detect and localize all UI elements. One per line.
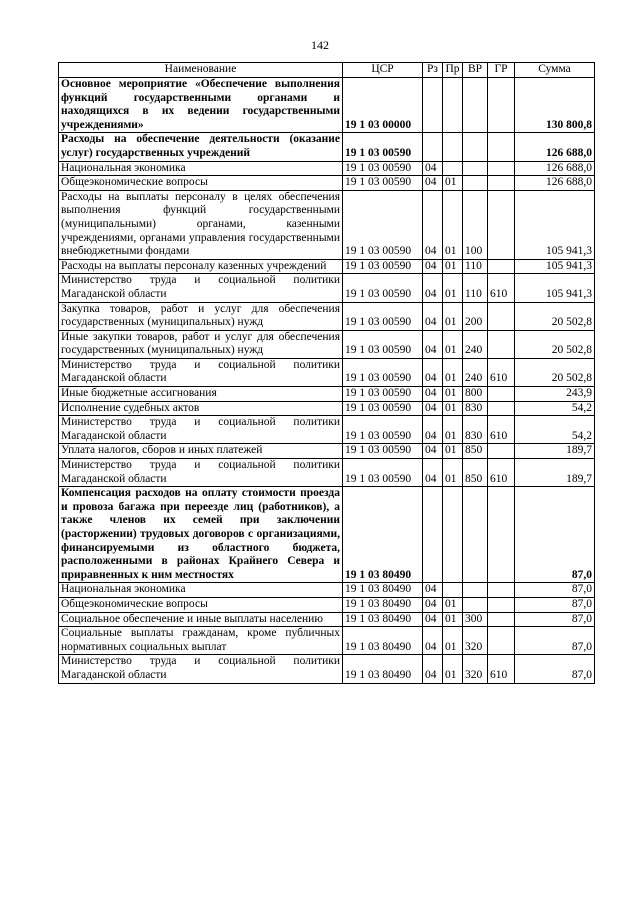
row-pr: 01 xyxy=(443,655,463,683)
row-rz xyxy=(423,78,443,133)
row-gr xyxy=(488,259,515,274)
row-name: Расходы на обеспечение деятельности (оказание услуг) государственных учреждений xyxy=(59,133,343,161)
row-name: Министерство труда и социальной политики Магаданской области xyxy=(59,416,343,444)
row-vr: 320 xyxy=(463,627,488,655)
table-row xyxy=(59,655,595,683)
row-csr: 19 1 03 80490 xyxy=(343,583,423,598)
header-gr: ГР xyxy=(488,63,515,78)
row-sum: 54,2 xyxy=(515,416,595,444)
table-row xyxy=(59,416,595,444)
row-gr xyxy=(488,444,515,459)
table-row xyxy=(59,259,595,274)
row-vr: 830 xyxy=(463,401,488,416)
row-csr: 19 1 03 00590 xyxy=(343,358,423,386)
row-pr xyxy=(443,161,463,176)
row-sum: 87,0 xyxy=(515,655,595,683)
table-row xyxy=(59,444,595,459)
row-rz: 04 xyxy=(423,627,443,655)
table-header-row xyxy=(59,63,595,78)
row-pr: 01 xyxy=(443,459,463,487)
row-rz: 04 xyxy=(423,190,443,259)
row-csr: 19 1 03 80490 xyxy=(343,655,423,683)
row-gr: 610 xyxy=(488,655,515,683)
row-sum: 105 941,3 xyxy=(515,190,595,259)
table-row xyxy=(59,627,595,655)
header-vr: ВР xyxy=(463,63,488,78)
row-sum: 105 941,3 xyxy=(515,259,595,274)
row-csr: 19 1 03 00590 xyxy=(343,459,423,487)
row-pr xyxy=(443,133,463,161)
row-name: Иные закупки товаров, работ и услуг для обеспечения государственных (муниципальных) нужд xyxy=(59,330,343,358)
row-vr: 320 xyxy=(463,655,488,683)
row-csr: 19 1 03 00590 xyxy=(343,330,423,358)
row-gr xyxy=(488,161,515,176)
row-pr xyxy=(443,78,463,133)
row-rz: 04 xyxy=(423,583,443,598)
row-pr: 01 xyxy=(443,302,463,330)
row-csr: 19 1 03 00000 xyxy=(343,78,423,133)
row-pr: 01 xyxy=(443,274,463,302)
row-gr xyxy=(488,612,515,627)
row-sum: 20 502,8 xyxy=(515,330,595,358)
table-row xyxy=(59,459,595,487)
row-rz: 04 xyxy=(423,655,443,683)
row-vr: 240 xyxy=(463,330,488,358)
row-gr xyxy=(488,583,515,598)
row-gr: 610 xyxy=(488,274,515,302)
page-number: 142 xyxy=(311,38,329,52)
row-gr xyxy=(488,597,515,612)
table-row xyxy=(59,161,595,176)
row-name: Министерство труда и социальной политики Магаданской области xyxy=(59,358,343,386)
row-gr: 610 xyxy=(488,459,515,487)
row-sum: 126 688,0 xyxy=(515,161,595,176)
row-csr: 19 1 03 00590 xyxy=(343,444,423,459)
table-row xyxy=(59,176,595,191)
row-gr xyxy=(488,190,515,259)
row-vr: 240 xyxy=(463,358,488,386)
row-name: Уплата налогов, сборов и иных платежей xyxy=(59,444,343,459)
row-gr xyxy=(488,627,515,655)
row-sum: 243,9 xyxy=(515,387,595,402)
row-vr xyxy=(463,597,488,612)
header-sum: Сумма xyxy=(515,63,595,78)
row-gr xyxy=(488,401,515,416)
row-gr xyxy=(488,78,515,133)
row-vr: 110 xyxy=(463,274,488,302)
row-name: Министерство труда и социальной политики Магаданской области xyxy=(59,459,343,487)
header-name: Наименование xyxy=(59,63,343,78)
row-sum: 20 502,8 xyxy=(515,358,595,386)
row-csr: 19 1 03 80490 xyxy=(343,487,423,583)
table-row xyxy=(59,330,595,358)
row-sum: 189,7 xyxy=(515,459,595,487)
row-rz: 04 xyxy=(423,597,443,612)
row-name: Исполнение судебных актов xyxy=(59,401,343,416)
row-vr xyxy=(463,176,488,191)
row-sum: 87,0 xyxy=(515,627,595,655)
row-csr: 19 1 03 00590 xyxy=(343,387,423,402)
table-row xyxy=(59,597,595,612)
row-name: Компенсация расходов на оплату стоимости проезда и провоза багажа при переезде лиц (работников), а также членов их семей при заключении (расторжении) трудовых договоров с организациями, финансируемыми из областного бюджета, расположенными в районах Крайнего Севера и приравненных к ним местностях xyxy=(59,487,343,583)
row-vr xyxy=(463,583,488,598)
row-vr: 850 xyxy=(463,459,488,487)
row-sum: 87,0 xyxy=(515,487,595,583)
row-csr: 19 1 03 80490 xyxy=(343,597,423,612)
row-vr: 830 xyxy=(463,416,488,444)
row-sum: 126 688,0 xyxy=(515,133,595,161)
row-pr: 01 xyxy=(443,627,463,655)
row-rz: 04 xyxy=(423,387,443,402)
row-pr: 01 xyxy=(443,330,463,358)
row-pr: 01 xyxy=(443,176,463,191)
table-row xyxy=(59,387,595,402)
row-pr: 01 xyxy=(443,597,463,612)
row-name: Общеэкономические вопросы xyxy=(59,176,343,191)
row-pr: 01 xyxy=(443,401,463,416)
row-name: Национальная экономика xyxy=(59,583,343,598)
row-rz: 04 xyxy=(423,302,443,330)
row-csr: 19 1 03 80490 xyxy=(343,627,423,655)
row-pr xyxy=(443,487,463,583)
row-pr: 01 xyxy=(443,612,463,627)
row-gr: 610 xyxy=(488,358,515,386)
row-csr: 19 1 03 00590 xyxy=(343,274,423,302)
row-name: Общеэкономические вопросы xyxy=(59,597,343,612)
table-row xyxy=(59,487,595,583)
header-rz: Рз xyxy=(423,63,443,78)
row-csr: 19 1 03 00590 xyxy=(343,133,423,161)
row-name: Социальное обеспечение и иные выплаты населению xyxy=(59,612,343,627)
row-pr xyxy=(443,583,463,598)
row-vr: 200 xyxy=(463,302,488,330)
row-sum: 130 800,8 xyxy=(515,78,595,133)
row-gr: 610 xyxy=(488,416,515,444)
header-csr: ЦСР xyxy=(343,63,423,78)
row-pr: 01 xyxy=(443,259,463,274)
row-name: Министерство труда и социальной политики Магаданской области xyxy=(59,274,343,302)
row-sum: 105 941,3 xyxy=(515,274,595,302)
row-sum: 54,2 xyxy=(515,401,595,416)
row-rz: 04 xyxy=(423,416,443,444)
row-rz: 04 xyxy=(423,358,443,386)
row-gr xyxy=(488,176,515,191)
row-csr: 19 1 03 00590 xyxy=(343,401,423,416)
row-vr: 110 xyxy=(463,259,488,274)
row-gr xyxy=(488,330,515,358)
row-name: Закупка товаров, работ и услуг для обеспечения государственных (муниципальных) нужд xyxy=(59,302,343,330)
row-name: Расходы на выплаты персоналу в целях обеспечения выполнения функций государственными (муниципальными) органами, казенными учреждениями, органами управления государственными внебюджетными фондами xyxy=(59,190,343,259)
row-gr xyxy=(488,302,515,330)
row-name: Основное мероприятие «Обеспечение выполнения функций государственными органами и находящихся в их ведении государственными учреждениями» xyxy=(59,78,343,133)
row-rz: 04 xyxy=(423,459,443,487)
row-gr xyxy=(488,487,515,583)
row-csr: 19 1 03 00590 xyxy=(343,259,423,274)
row-name: Министерство труда и социальной политики Магаданской области xyxy=(59,655,343,683)
row-sum: 189,7 xyxy=(515,444,595,459)
row-vr: 850 xyxy=(463,444,488,459)
row-vr: 100 xyxy=(463,190,488,259)
row-vr: 800 xyxy=(463,387,488,402)
row-vr xyxy=(463,487,488,583)
row-rz: 04 xyxy=(423,444,443,459)
row-rz: 04 xyxy=(423,259,443,274)
row-pr: 01 xyxy=(443,416,463,444)
table-row xyxy=(59,401,595,416)
row-vr xyxy=(463,161,488,176)
row-pr: 01 xyxy=(443,387,463,402)
row-csr: 19 1 03 80490 xyxy=(343,612,423,627)
row-name: Расходы на выплаты персоналу казенных учреждений xyxy=(59,259,343,274)
row-csr: 19 1 03 00590 xyxy=(343,161,423,176)
row-rz: 04 xyxy=(423,161,443,176)
row-csr: 19 1 03 00590 xyxy=(343,302,423,330)
budget-table xyxy=(58,62,595,684)
row-name: Национальная экономика xyxy=(59,161,343,176)
row-rz: 04 xyxy=(423,176,443,191)
row-rz: 04 xyxy=(423,401,443,416)
table-row xyxy=(59,358,595,386)
row-name: Социальные выплаты гражданам, кроме публичных нормативных социальных выплат xyxy=(59,627,343,655)
row-gr xyxy=(488,133,515,161)
table-row xyxy=(59,78,595,133)
row-gr xyxy=(488,387,515,402)
row-vr xyxy=(463,78,488,133)
row-sum: 87,0 xyxy=(515,597,595,612)
table-body xyxy=(59,78,595,684)
table-row xyxy=(59,302,595,330)
table-row xyxy=(59,274,595,302)
row-rz xyxy=(423,133,443,161)
header-pr: Пр xyxy=(443,63,463,78)
row-name: Иные бюджетные ассигнования xyxy=(59,387,343,402)
row-vr: 300 xyxy=(463,612,488,627)
row-sum: 20 502,8 xyxy=(515,302,595,330)
row-pr: 01 xyxy=(443,444,463,459)
row-pr: 01 xyxy=(443,190,463,259)
row-rz: 04 xyxy=(423,274,443,302)
row-pr: 01 xyxy=(443,358,463,386)
table-row xyxy=(59,583,595,598)
table-row xyxy=(59,190,595,259)
row-sum: 87,0 xyxy=(515,583,595,598)
table-row xyxy=(59,133,595,161)
row-csr: 19 1 03 00590 xyxy=(343,416,423,444)
row-sum: 87,0 xyxy=(515,612,595,627)
row-csr: 19 1 03 00590 xyxy=(343,176,423,191)
row-csr: 19 1 03 00590 xyxy=(343,190,423,259)
row-rz: 04 xyxy=(423,330,443,358)
row-vr xyxy=(463,133,488,161)
row-sum: 126 688,0 xyxy=(515,176,595,191)
table-row xyxy=(59,612,595,627)
row-rz xyxy=(423,487,443,583)
row-rz: 04 xyxy=(423,612,443,627)
